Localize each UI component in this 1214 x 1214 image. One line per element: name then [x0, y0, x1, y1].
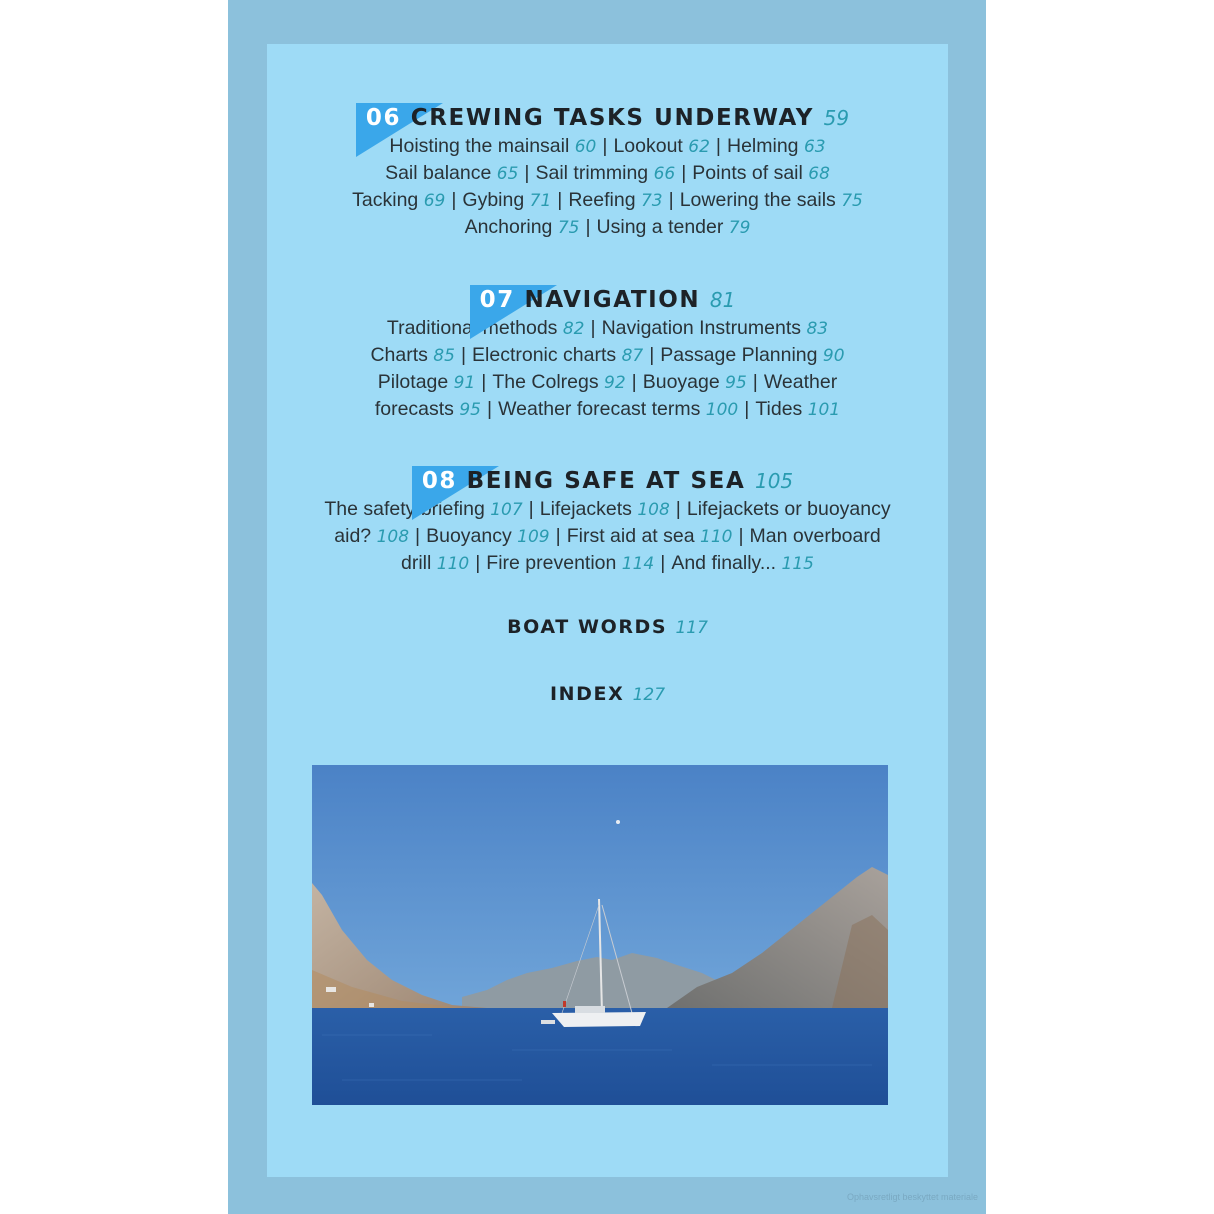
toc-entry[interactable] — [764, 371, 837, 393]
entry-title: Electronic charts — [472, 344, 617, 366]
chapter-title: BEING SAFE AT SEA — [466, 468, 746, 494]
toc-entry[interactable] — [375, 398, 481, 420]
toc-section-06 — [267, 103, 948, 241]
entry-title: Man overboard — [749, 525, 881, 547]
extra-title: INDEX — [549, 683, 625, 705]
entry-title: The safety briefing — [324, 498, 485, 520]
entry-title: Fire prevention — [486, 552, 617, 574]
toc-entry[interactable] — [426, 525, 550, 547]
entry-title: Anchoring — [464, 216, 553, 238]
entry-line — [267, 342, 948, 369]
separator: | — [649, 344, 655, 366]
toc-entry[interactable] — [492, 371, 625, 393]
entry-line — [267, 496, 948, 523]
separator: | — [668, 189, 674, 211]
entry-page: 68 — [808, 164, 830, 184]
entry-title: Pilotage — [377, 371, 449, 393]
separator: | — [475, 552, 481, 574]
entry-title: Lookout — [613, 135, 683, 157]
entry-title: Reefing — [568, 189, 636, 211]
entry-page: 109 — [517, 527, 550, 547]
contents-panel — [267, 44, 948, 1177]
entry-page: 92 — [604, 373, 626, 393]
entry-page: 95 — [459, 400, 481, 420]
entry-page: 101 — [807, 400, 841, 420]
toc-entry[interactable] — [660, 344, 844, 366]
separator: | — [415, 525, 421, 547]
separator: | — [602, 135, 608, 157]
toc-entry[interactable] — [755, 398, 840, 420]
entry-page: 62 — [688, 137, 710, 157]
entry-title: Traditional methods — [386, 317, 558, 339]
entry-title: First aid at sea — [566, 525, 695, 547]
extra-page: 117 — [675, 618, 708, 638]
toc-entry[interactable] — [352, 189, 445, 211]
entry-title: Gybing — [462, 189, 525, 211]
entry-page: 69 — [423, 191, 446, 211]
entry-title: Passage Planning — [660, 344, 818, 366]
separator: | — [555, 525, 561, 547]
toc-entry[interactable] — [567, 525, 733, 547]
separator: | — [752, 371, 758, 393]
entry-page: 115 — [781, 554, 814, 574]
entry-line — [267, 550, 948, 577]
entry-title: Buoyage — [642, 371, 720, 393]
entry-page: 110 — [700, 527, 733, 547]
entry-title: Weather — [763, 371, 838, 393]
entry-title: Buoyancy — [426, 525, 512, 547]
entry-page: 60 — [574, 137, 597, 157]
separator: | — [557, 189, 563, 211]
entry-title: drill — [401, 552, 432, 574]
entry-page: 90 — [822, 346, 845, 366]
section-heading — [550, 679, 665, 710]
extra-title: BOAT WORDS — [507, 616, 668, 638]
chapter-number: 08 — [421, 468, 458, 494]
toc-section-07 — [267, 285, 948, 423]
separator: | — [675, 498, 681, 520]
entry-title: Lowering the sails — [679, 189, 836, 211]
chapter-number: 07 — [479, 287, 515, 313]
toc-index[interactable] — [267, 679, 948, 710]
section-heading — [507, 612, 708, 643]
entry-page: 85 — [433, 346, 455, 366]
entry-title: Sail balance — [385, 162, 492, 184]
toc-entry[interactable] — [465, 216, 580, 238]
entry-title: Lifejackets — [539, 498, 632, 520]
entry-title: Charts — [370, 344, 428, 366]
toc-entry[interactable] — [643, 371, 747, 393]
separator: | — [487, 398, 493, 420]
toc-entry[interactable] — [750, 525, 881, 547]
entry-line — [267, 187, 948, 214]
entry-page: 114 — [621, 554, 655, 574]
separator: | — [660, 552, 666, 574]
toc-entry[interactable] — [334, 525, 409, 547]
entry-page: 75 — [841, 191, 863, 211]
entry-page: 91 — [453, 373, 476, 393]
separator: | — [744, 398, 750, 420]
entry-title: Tacking — [352, 189, 419, 211]
entry-line — [267, 160, 948, 187]
toc-entry[interactable] — [727, 135, 826, 157]
entry-page: 66 — [653, 164, 676, 184]
toc-entry[interactable] — [462, 189, 551, 211]
separator: | — [715, 135, 721, 157]
entry-page: 82 — [562, 319, 585, 339]
entry-title: Tides — [755, 398, 803, 420]
toc-entry[interactable] — [535, 162, 675, 184]
separator: | — [738, 525, 744, 547]
chapter-page: 105 — [754, 469, 794, 493]
toc-section-08 — [267, 466, 948, 577]
chapter-page: 81 — [709, 288, 736, 312]
entry-line — [267, 315, 948, 342]
toc-entry[interactable] — [568, 189, 662, 211]
entry-list — [267, 315, 948, 423]
entry-page: 63 — [803, 137, 826, 157]
entry-page: 65 — [496, 164, 519, 184]
extra-page: 127 — [632, 685, 666, 705]
entry-title: And finally... — [671, 552, 777, 574]
section-heading[interactable] — [422, 466, 793, 496]
entry-title: Helming — [727, 135, 799, 157]
entry-title: aid? — [334, 525, 372, 547]
entry-title: Weather forecast terms — [498, 398, 701, 420]
entry-line — [267, 214, 948, 241]
copyright-watermark: Ophavsretligt beskyttet materiale — [846, 1192, 978, 1202]
entry-title: forecasts — [374, 398, 454, 420]
entry-title: The Colregs — [492, 371, 599, 393]
entry-page: 73 — [640, 191, 663, 211]
toc-entry[interactable] — [385, 162, 518, 184]
toc-entry[interactable] — [472, 344, 643, 366]
toc-entry[interactable] — [378, 371, 476, 393]
chapter-page: 59 — [823, 106, 850, 130]
section-heading[interactable] — [480, 285, 736, 315]
entry-page: 100 — [705, 400, 739, 420]
separator: | — [631, 371, 637, 393]
toc-entry[interactable] — [692, 162, 830, 184]
chapter-title: CREWING TASKS UNDERWAY — [410, 105, 815, 131]
entry-title: Sail trimming — [535, 162, 649, 184]
separator: | — [460, 344, 467, 366]
entry-line — [267, 396, 948, 423]
entry-page: 108 — [637, 500, 670, 520]
toc-entry[interactable] — [613, 135, 709, 157]
toc-entry[interactable] — [498, 398, 738, 420]
toc-entry[interactable] — [687, 498, 891, 520]
entry-title: Navigation Instruments — [601, 317, 802, 339]
toc-entry[interactable] — [602, 317, 829, 339]
entry-page: 79 — [728, 218, 751, 238]
separator: | — [681, 162, 687, 184]
chapter-number: 06 — [365, 105, 402, 131]
entry-line — [267, 369, 948, 396]
toc-entry[interactable] — [370, 344, 455, 366]
entry-page: 95 — [725, 373, 747, 393]
separator: | — [528, 498, 534, 520]
sailing-photo — [312, 765, 888, 1105]
separator: | — [524, 162, 530, 184]
entry-title: Using a tender — [596, 216, 724, 238]
toc-entry[interactable] — [540, 498, 670, 520]
chapter-title: NAVIGATION — [524, 287, 701, 313]
toc-entry[interactable] — [486, 552, 654, 574]
book-page — [228, 0, 986, 1214]
entry-page: 83 — [806, 319, 829, 339]
entry-page: 71 — [529, 191, 552, 211]
toc-boat-words[interactable] — [267, 612, 948, 643]
entry-page: 107 — [490, 500, 523, 520]
entry-page: 110 — [436, 554, 470, 574]
entry-page: 87 — [621, 346, 644, 366]
section-heading[interactable] — [366, 103, 849, 133]
entry-title: Points of sail — [692, 162, 803, 184]
toc-entry[interactable] — [401, 552, 469, 574]
separator: | — [451, 189, 457, 211]
entry-list — [267, 496, 948, 577]
entry-page: 108 — [376, 527, 410, 547]
entry-title: Hoisting the mainsail — [389, 135, 570, 157]
toc-entry[interactable] — [597, 216, 751, 238]
separator: | — [481, 371, 487, 393]
entry-page: 75 — [557, 218, 580, 238]
entry-title: Lifejackets or buoyancy — [686, 498, 891, 520]
toc-entry[interactable] — [671, 552, 814, 574]
separator: | — [590, 317, 596, 339]
toc-entry[interactable] — [680, 189, 863, 211]
separator: | — [585, 216, 591, 238]
entry-line — [267, 523, 948, 550]
